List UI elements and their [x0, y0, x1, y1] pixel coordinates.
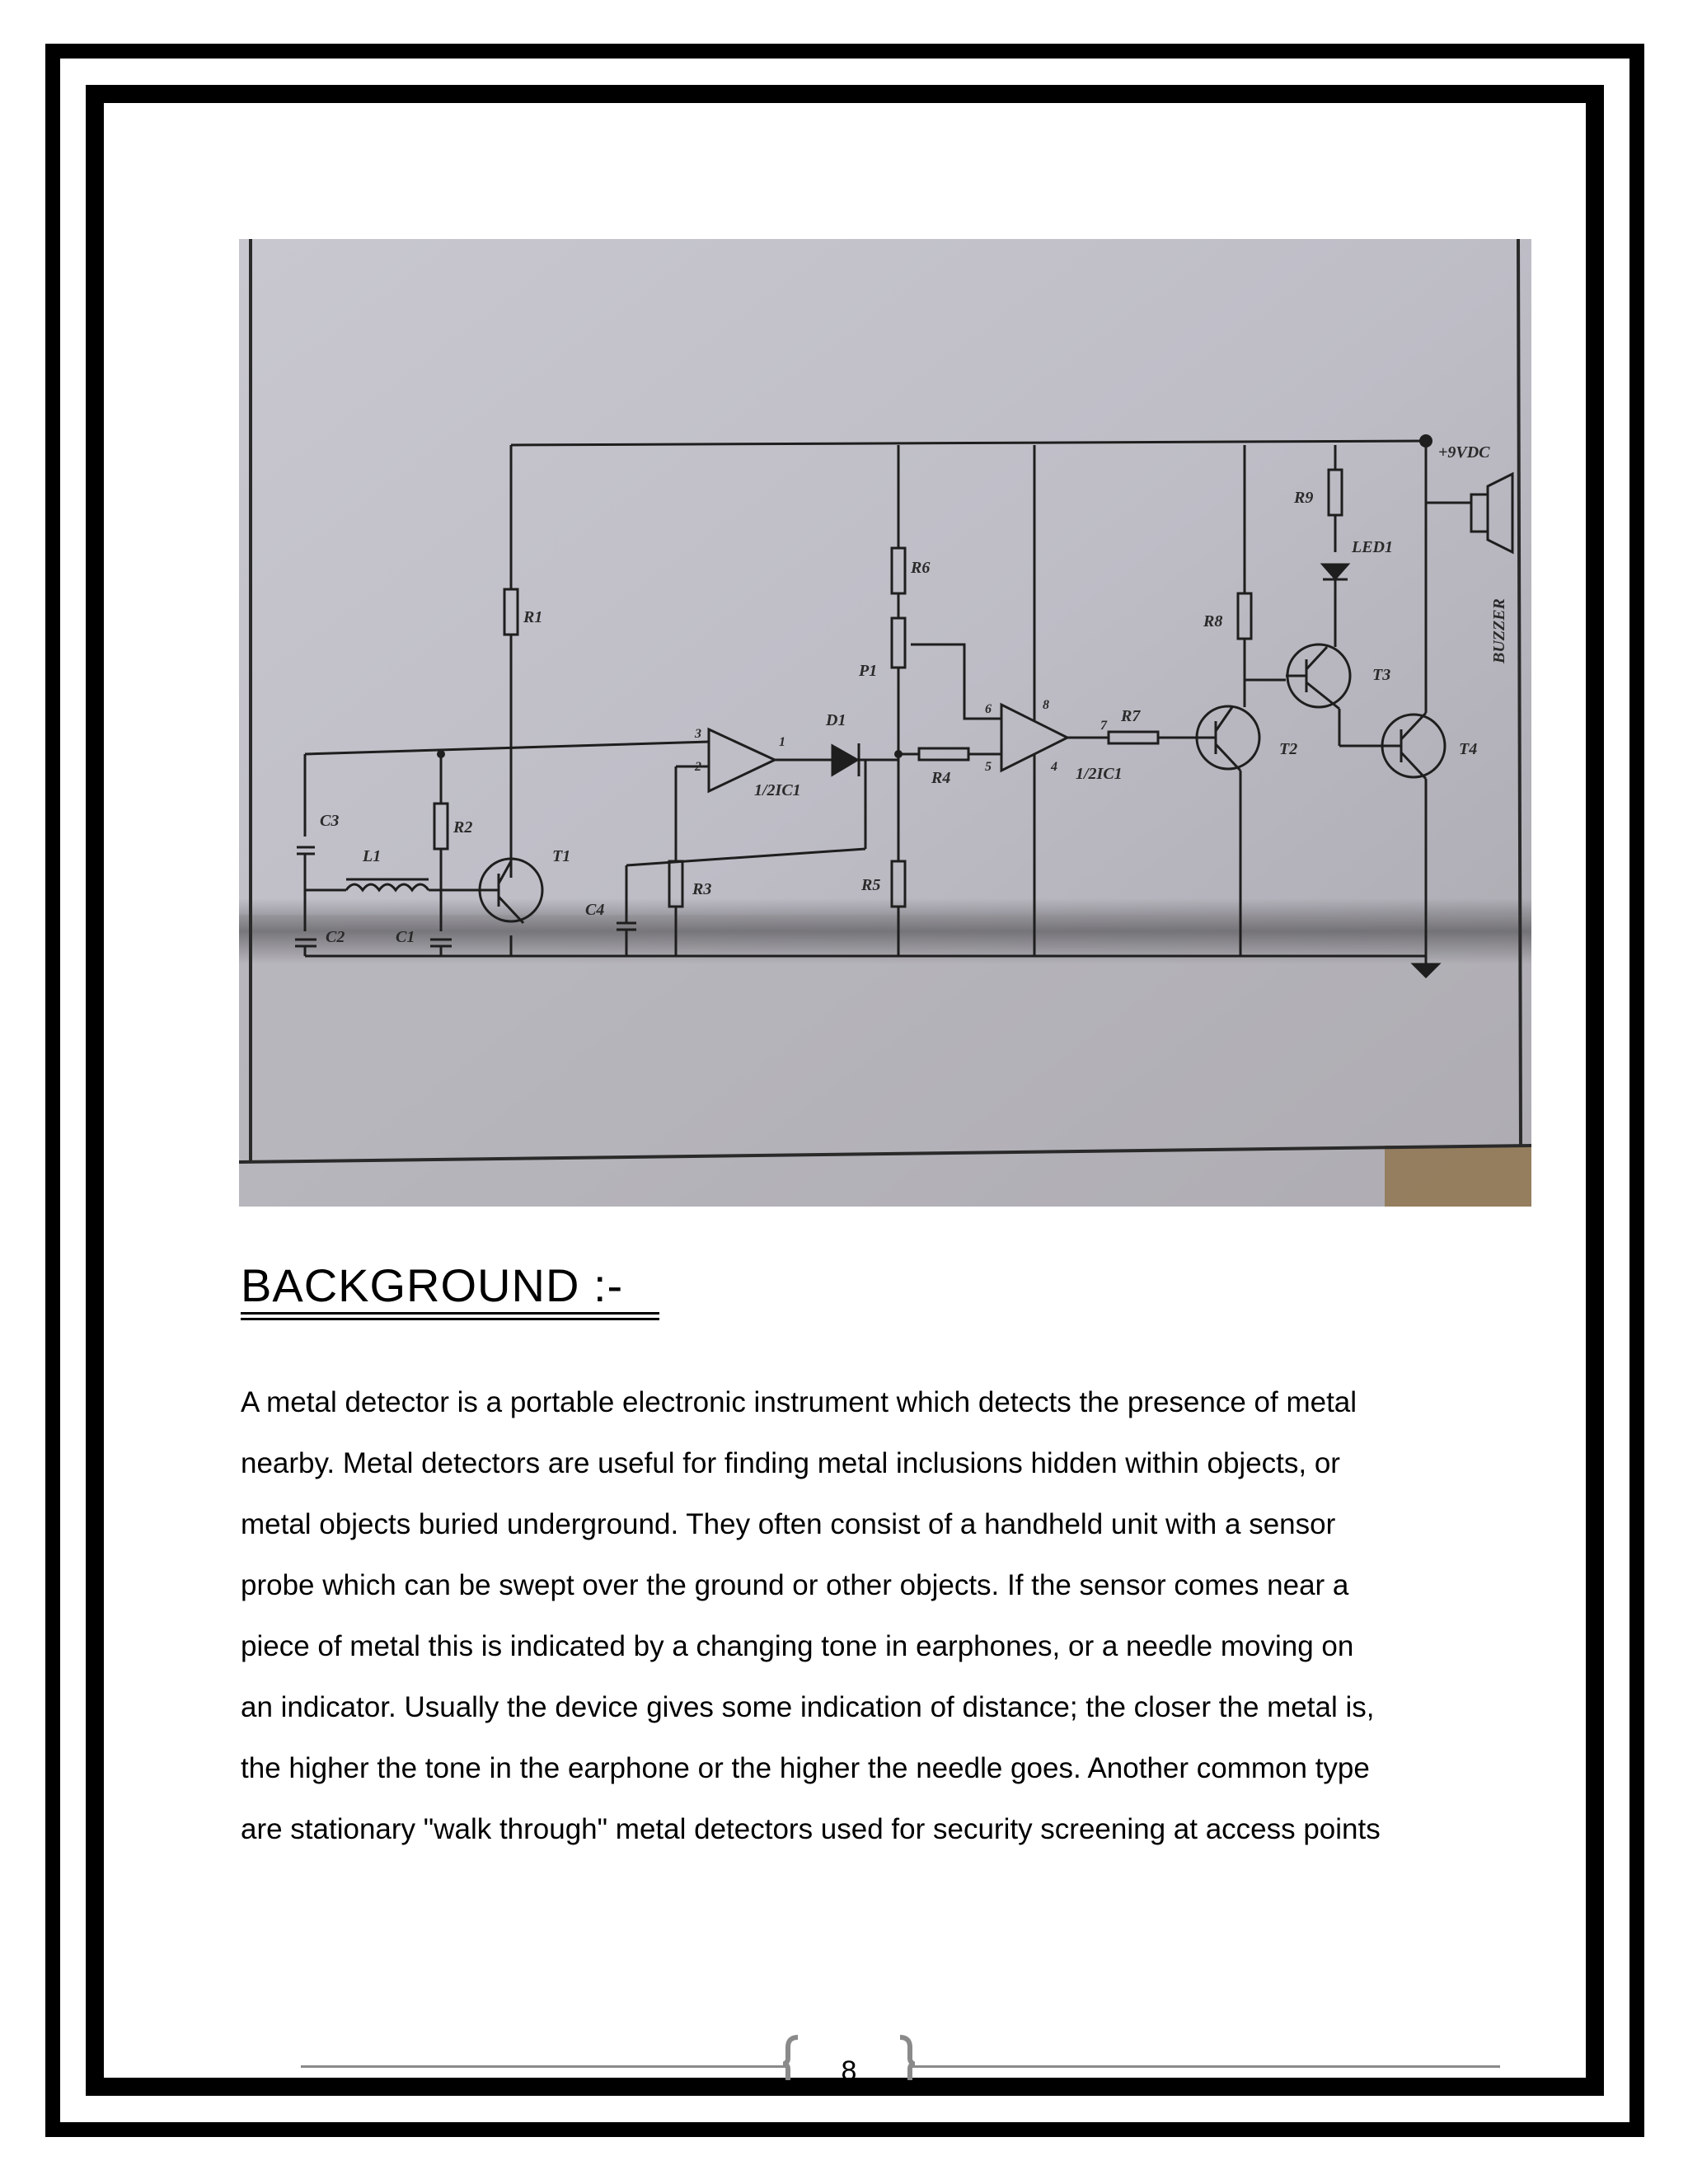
heading-underline-double [241, 1318, 659, 1320]
label-pin1: 1 [779, 735, 785, 749]
label-ic-b: 1/2IC1 [1076, 765, 1123, 783]
paragraph-line: an indicator. Usually the device gives some indication of distance; the closer the metal is, [241, 1691, 1375, 1723]
label-t1: T1 [552, 847, 571, 865]
label-c2: C2 [326, 928, 345, 946]
label-pin8: 8 [1043, 698, 1049, 712]
circuit-diagram-photo [239, 239, 1531, 1207]
label-ic-a: 1/2IC1 [754, 781, 801, 799]
label-pin5: 5 [985, 760, 992, 774]
paragraph-line: the higher the tone in the earphone or the higher the needle goes. Another common type [241, 1752, 1370, 1784]
label-d1: D1 [826, 711, 846, 729]
label-pin3: 3 [695, 727, 701, 741]
paragraph-line: probe which can be swept over the ground or other objects. If the sensor comes near a [241, 1569, 1349, 1601]
label-pin6: 6 [985, 702, 992, 716]
label-c4: C4 [585, 901, 605, 919]
label-r2: R2 [453, 818, 473, 837]
label-t4: T4 [1459, 740, 1478, 758]
label-c1: C1 [396, 928, 415, 946]
label-r4: R4 [931, 769, 951, 787]
background-paragraph [241, 1372, 1485, 1860]
label-supply: +9VDC [1438, 443, 1490, 462]
label-pin7: 7 [1100, 719, 1107, 733]
label-r5: R5 [861, 876, 881, 894]
paragraph-line: are stationary "walk through" metal detectors used for security screening at access points [241, 1813, 1381, 1845]
label-r3: R3 [692, 880, 712, 898]
label-r1: R1 [523, 608, 543, 626]
paragraph-line: piece of metal this is indicated by a changing tone in earphones, or a needle moving on [241, 1630, 1354, 1662]
paragraph-line: metal objects buried underground. They often consist of a handheld unit with a sensor [241, 1508, 1336, 1540]
label-buzzer: BUZZER [1490, 598, 1508, 663]
label-r6: R6 [911, 559, 931, 577]
page-number: 8 [841, 2055, 857, 2087]
label-p1: P1 [859, 662, 878, 680]
label-t3: T3 [1372, 666, 1391, 684]
footer-rule-right [911, 2065, 1500, 2068]
paragraph-line: A metal detector is a portable electronic instrument which detects the presence of metal [241, 1386, 1357, 1418]
label-r8: R8 [1203, 612, 1223, 630]
label-l1: L1 [363, 847, 382, 865]
label-pin2: 2 [695, 760, 701, 774]
label-led1: LED1 [1352, 538, 1393, 556]
label-r9: R9 [1294, 489, 1314, 507]
section-heading: BACKGROUND :- [241, 1259, 624, 1311]
label-c3: C3 [320, 812, 340, 830]
label-r7: R7 [1121, 707, 1141, 725]
label-pin4: 4 [1051, 760, 1057, 774]
heading-underline [241, 1312, 659, 1315]
paragraph-line: nearby. Metal detectors are useful for finding metal inclusions hidden within objects, or [241, 1447, 1340, 1479]
footer-rule-left [301, 2065, 787, 2068]
label-t2: T2 [1279, 740, 1298, 758]
